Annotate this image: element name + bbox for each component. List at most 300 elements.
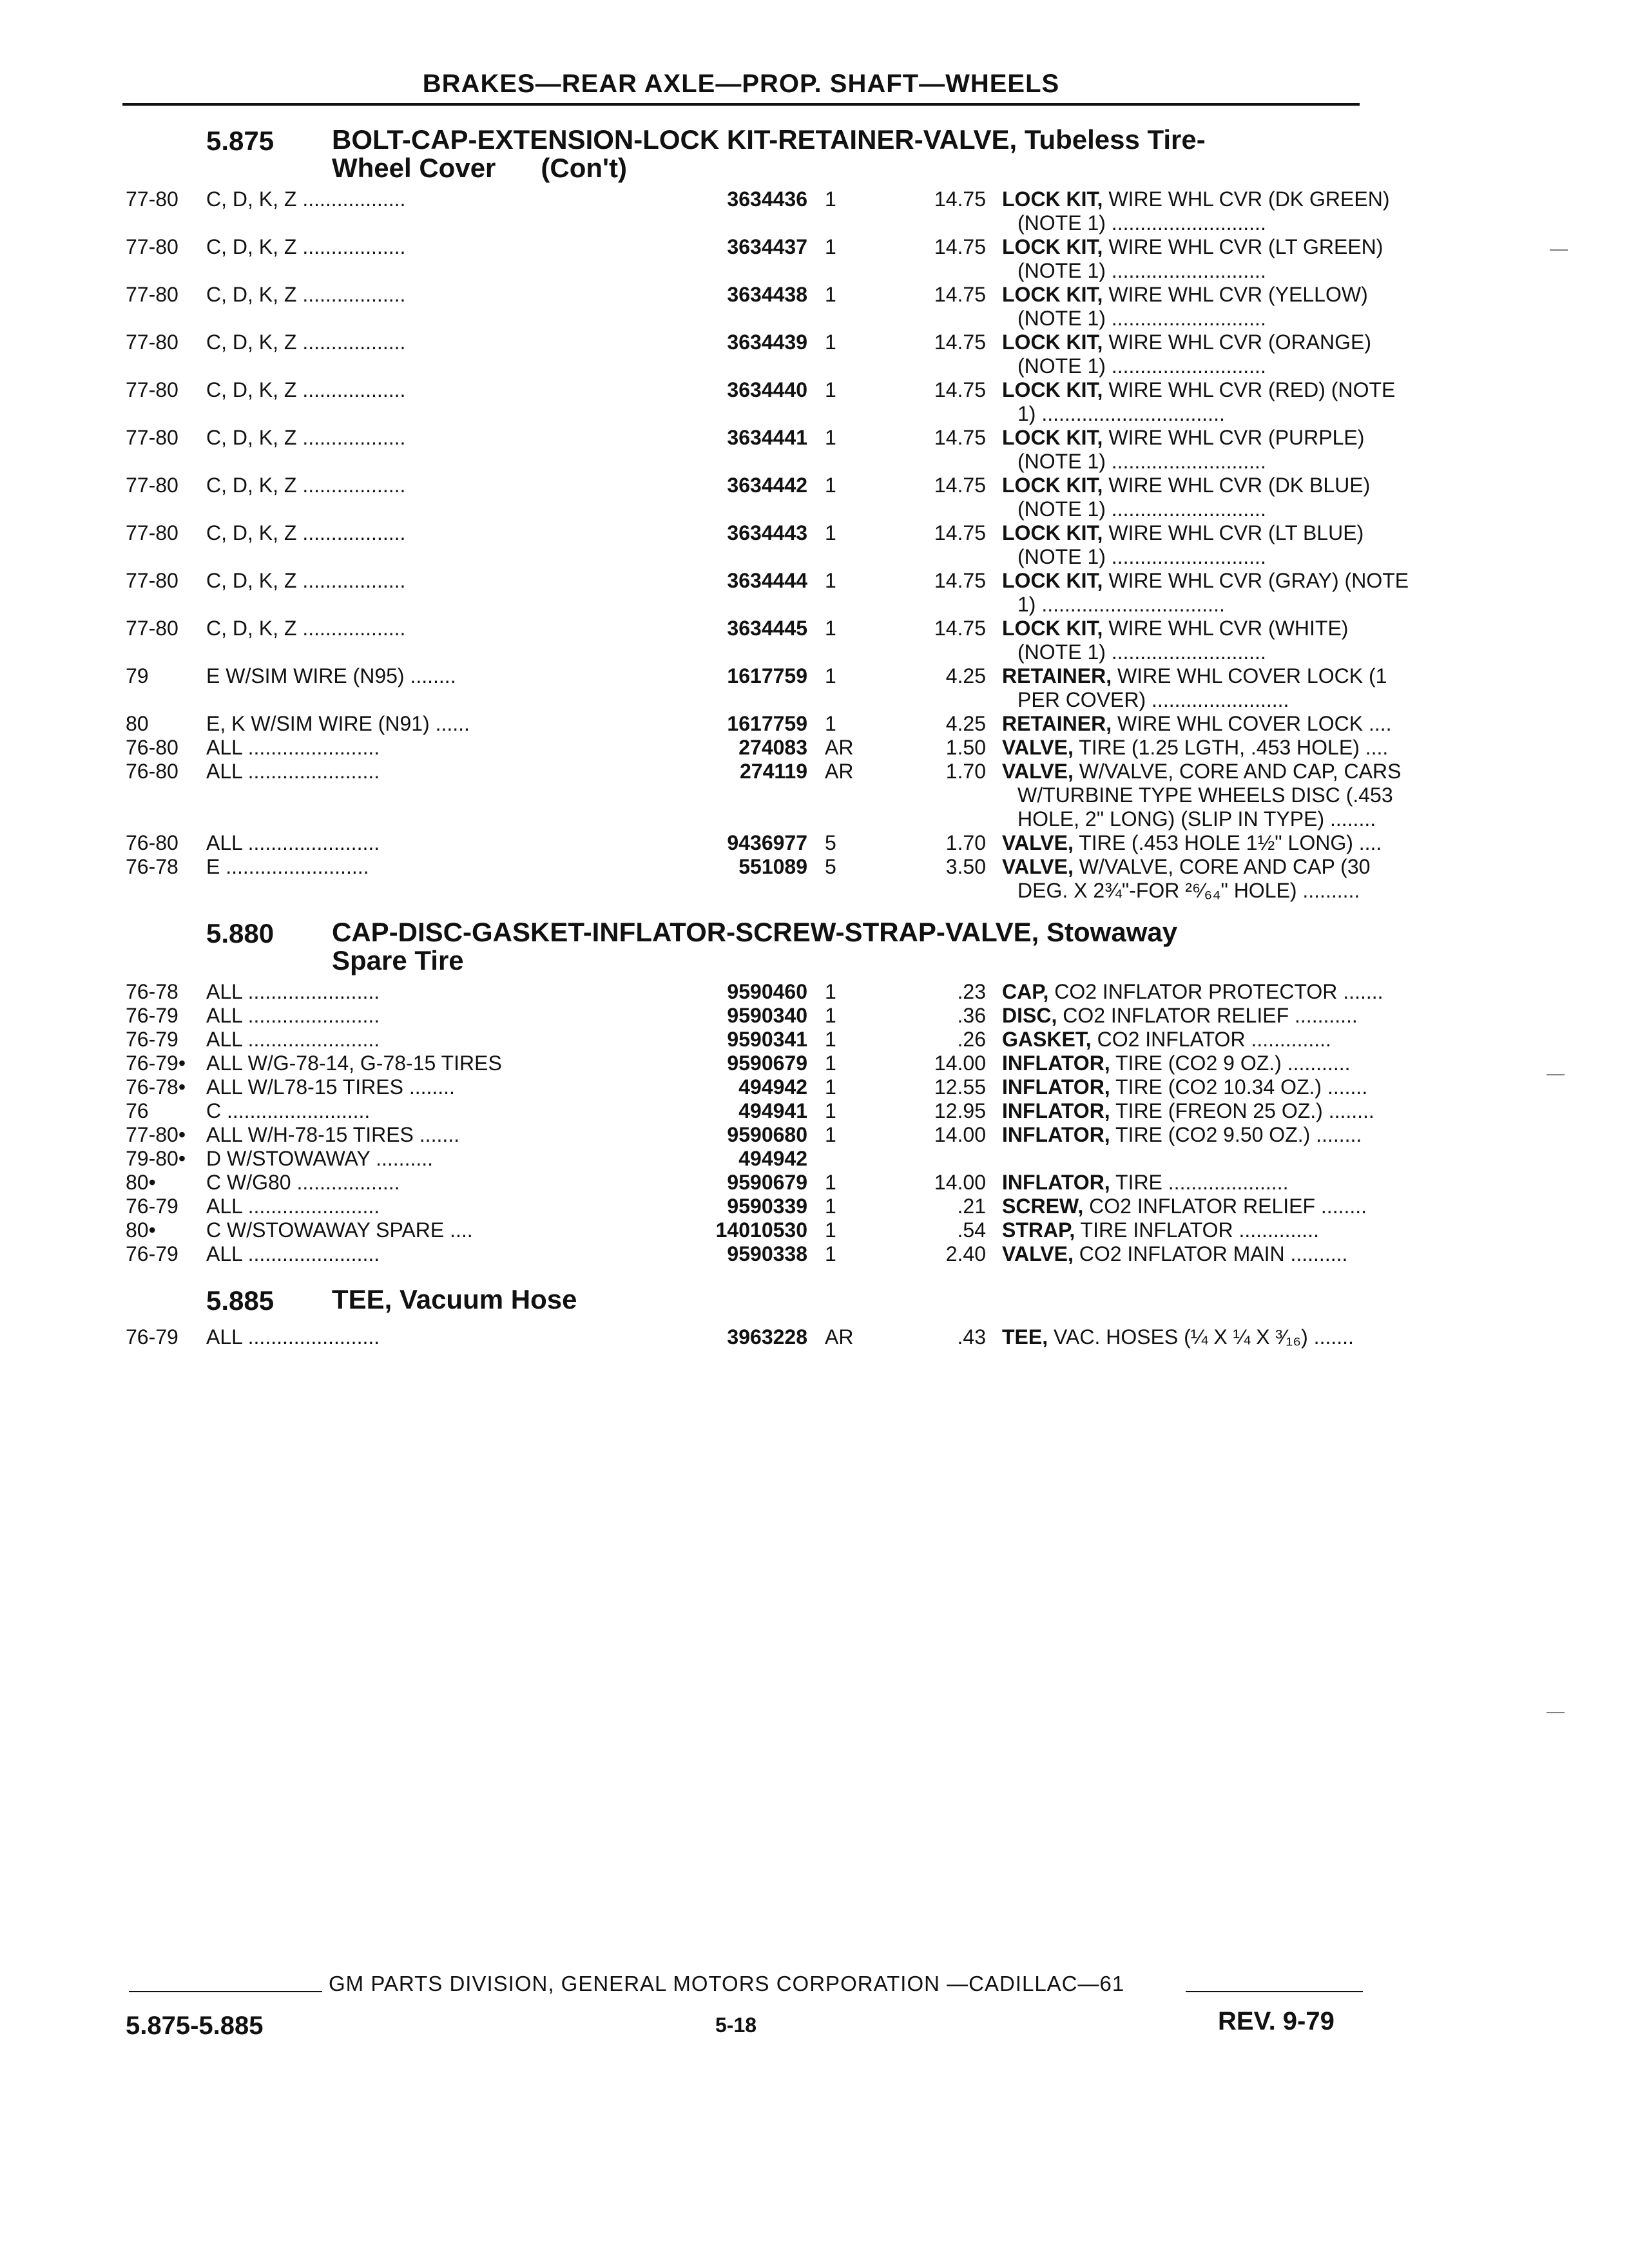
quantity-cell: 1	[825, 1075, 836, 1099]
part-name: RETAINER,	[1002, 712, 1112, 735]
price-cell: 14.75	[934, 474, 986, 497]
part-name: LOCK KIT,	[1002, 331, 1103, 354]
table-row	[126, 1325, 1363, 1349]
year-cell: 76-78	[126, 855, 178, 878]
quantity-cell: 1	[825, 1171, 836, 1194]
description-line: TIRE (CO2 9 OZ.) ...........	[1110, 1052, 1351, 1075]
part-name: CAP,	[1002, 980, 1049, 1003]
part-number-cell: 274083	[738, 736, 807, 759]
table-row	[126, 235, 1383, 283]
year-cell: 77-80	[126, 474, 178, 497]
description-continuation: (NOTE 1) ...........................	[1017, 307, 1266, 330]
section-title-line2: Wheel Cover	[332, 153, 496, 183]
description-line: TIRE INFLATOR ..............	[1075, 1218, 1319, 1242]
price-cell: .21	[957, 1195, 986, 1218]
year-cell: 79	[126, 664, 149, 687]
year-cell: 80	[126, 712, 149, 735]
table-row	[126, 760, 1402, 831]
part-name: LOCK KIT,	[1002, 187, 1103, 211]
part-name: LOCK KIT,	[1002, 569, 1103, 592]
description-line: TIRE (CO2 9.50 OZ.) ........	[1110, 1123, 1362, 1146]
year-cell: 76-78•	[126, 1075, 186, 1099]
description-continuation: (NOTE 1) ...........................	[1017, 259, 1266, 282]
section-number: 5.875	[206, 126, 275, 156]
continued-label: (Con't)	[541, 153, 627, 183]
price-cell: 12.95	[934, 1099, 986, 1122]
price-cell: 14.75	[934, 331, 986, 354]
quantity-cell: 1	[825, 1099, 836, 1122]
year-cell: 76-78	[126, 980, 178, 1003]
description-line: WIRE WHL CVR (WHITE)	[1103, 617, 1349, 640]
part-number-cell: 551089	[738, 855, 807, 878]
footer-section-range: 5.875-5.885	[126, 2012, 264, 2040]
year-cell: 76	[126, 1099, 149, 1122]
model-cell: ALL .......................	[206, 831, 380, 854]
quantity-cell: 1	[825, 1123, 836, 1146]
description-line: WIRE WHL CVR (RED) (NOTE	[1103, 378, 1396, 401]
description-continuation: (NOTE 1) ...........................	[1017, 211, 1266, 235]
description-line: WIRE WHL CVR (PURPLE)	[1103, 426, 1365, 449]
table-row	[126, 187, 1390, 235]
part-number-cell: 274119	[739, 760, 807, 783]
year-cell: 80•	[126, 1218, 156, 1242]
model-cell: C, D, K, Z ..................	[206, 617, 406, 640]
table-row	[126, 569, 1409, 617]
part-number-cell: 14010530	[715, 1218, 807, 1242]
part-number-cell: 9590679	[727, 1171, 807, 1194]
table-row	[126, 521, 1363, 569]
price-cell: 14.75	[934, 617, 986, 640]
quantity-cell: AR	[825, 1325, 854, 1349]
table-row	[126, 1218, 1363, 1242]
description-line: WIRE WHL COVER LOCK ....	[1112, 712, 1392, 735]
model-cell: ALL .......................	[206, 760, 380, 783]
description-continuation: (NOTE 1) ...........................	[1017, 545, 1266, 568]
model-cell: C, D, K, Z ..................	[206, 569, 406, 592]
table-row	[126, 617, 1363, 664]
description-cell	[1002, 521, 1498, 569]
part-number-cell: 3634436	[727, 187, 807, 211]
description-cell	[1002, 474, 1498, 521]
description-continuation: W/TURBINE TYPE WHEELS DISC (.453	[1017, 783, 1393, 807]
description-cell	[1002, 980, 1498, 1004]
description-line: WIRE WHL CVR (DK GREEN)	[1103, 187, 1390, 211]
description-line: WIRE WHL CVR (ORANGE)	[1103, 331, 1372, 354]
description-cell	[1002, 736, 1498, 760]
model-cell: C, D, K, Z ..................	[206, 378, 406, 401]
table-row	[126, 736, 1389, 760]
table-row	[126, 1075, 1368, 1099]
description-line: TIRE .....................	[1110, 1171, 1289, 1194]
footer-rule-left	[129, 1991, 322, 1992]
section-heading	[126, 126, 1363, 187]
parts-list	[126, 980, 1383, 1266]
part-number-cell: 9590341	[727, 1028, 807, 1051]
description-cell	[1002, 1325, 1498, 1349]
part-name: SCREW,	[1002, 1195, 1084, 1218]
description-line: CO2 INFLATOR PROTECTOR .......	[1048, 980, 1383, 1003]
quantity-cell: AR	[825, 760, 854, 783]
part-name: DISC,	[1002, 1004, 1057, 1027]
section-title	[332, 918, 1363, 975]
model-cell: ALL .......................	[206, 736, 380, 759]
quantity-cell: 1	[825, 235, 836, 258]
description-line: TIRE (CO2 10.34 OZ.) .......	[1110, 1075, 1368, 1099]
quantity-cell: 1	[825, 426, 836, 449]
footer-rule-right	[1186, 1991, 1363, 1992]
part-number-cell: 9590460	[727, 980, 807, 1003]
parts-list	[126, 187, 1409, 903]
table-row	[126, 1099, 1374, 1123]
description-line: W/VALVE, CORE AND CAP (30	[1073, 855, 1371, 878]
description-cell	[1002, 1028, 1498, 1052]
table-row	[126, 664, 1387, 712]
model-cell: C, D, K, Z ..................	[206, 426, 406, 449]
part-number-cell: 9590340	[727, 1004, 807, 1027]
table-row	[126, 1052, 1363, 1075]
description-line: WIRE WHL CVR (DK BLUE)	[1103, 474, 1371, 497]
description-cell	[1002, 1195, 1498, 1218]
price-cell: .54	[957, 1218, 986, 1242]
part-number-cell: 3634440	[727, 378, 807, 401]
part-number-cell: 3634443	[727, 521, 807, 544]
price-cell: 14.75	[934, 378, 986, 401]
price-cell: .26	[957, 1028, 986, 1051]
model-cell: D W/STOWAWAY ..........	[206, 1147, 434, 1170]
year-cell: 76-79•	[126, 1052, 186, 1075]
quantity-cell: 1	[825, 1242, 836, 1265]
description-line: VAC. HOSES (¼ X ¼ X ³⁄₁₆) .......	[1048, 1325, 1354, 1349]
part-name: INFLATOR,	[1002, 1052, 1110, 1075]
section-title-line1: TEE, Vacuum Hose	[332, 1284, 577, 1314]
table-row	[126, 378, 1396, 426]
year-cell: 77-80	[126, 426, 178, 449]
price-cell: 14.75	[934, 235, 986, 258]
model-cell: ALL .......................	[206, 980, 380, 1003]
price-cell: 14.00	[934, 1171, 986, 1194]
section-5-875	[126, 124, 1409, 903]
year-cell: 76-79	[126, 1004, 178, 1027]
section-number: 5.880	[206, 918, 275, 948]
price-cell: 14.75	[934, 426, 986, 449]
description-line: TIRE (1.25 LGTH, .453 HOLE) ....	[1073, 736, 1389, 759]
price-cell: 1.50	[945, 736, 986, 759]
section-title-line1: CAP-DISC-GASKET-INFLATOR-SCREW-STRAP-VALVE, Stowaway	[332, 917, 1178, 947]
part-name: RETAINER,	[1002, 664, 1112, 687]
description-cell	[1002, 1052, 1498, 1075]
model-cell: E W/SIM WIRE (N95) ........	[206, 664, 456, 687]
table-row	[126, 1195, 1367, 1218]
year-cell: 76-80	[126, 736, 178, 759]
year-cell: 77-80	[126, 569, 178, 592]
model-cell: ALL W/L78-15 TIRES ........	[206, 1075, 455, 1099]
table-row	[126, 1147, 1363, 1171]
table-row	[126, 283, 1368, 331]
part-number-cell: 3634445	[727, 617, 807, 640]
part-name: VALVE,	[1002, 1242, 1074, 1265]
quantity-cell: 1	[825, 664, 836, 687]
price-cell: .23	[957, 980, 986, 1003]
price-cell: 3.50	[945, 855, 986, 878]
quantity-cell: 1	[825, 617, 836, 640]
part-number-cell: 3634437	[727, 235, 807, 258]
price-cell: 4.25	[945, 664, 986, 687]
description-cell	[1002, 855, 1498, 903]
description-cell	[1002, 1075, 1498, 1099]
quantity-cell: 1	[825, 331, 836, 354]
model-cell: C, D, K, Z ..................	[206, 283, 406, 306]
description-continuation: (NOTE 1) ...........................	[1017, 497, 1266, 521]
quantity-cell: 1	[825, 712, 836, 735]
price-cell: 1.70	[945, 831, 986, 854]
year-cell: 77-80	[126, 521, 178, 544]
year-cell: 77-80	[126, 331, 178, 354]
year-cell: 76-80	[126, 760, 178, 783]
table-row	[126, 855, 1371, 903]
part-name: VALVE,	[1002, 831, 1074, 854]
description-cell	[1002, 712, 1498, 736]
part-name: INFLATOR,	[1002, 1075, 1110, 1099]
model-cell: C, D, K, Z ..................	[206, 331, 406, 354]
part-number-cell: 3963228	[727, 1325, 807, 1349]
price-cell: 14.75	[934, 187, 986, 211]
table-row	[126, 980, 1383, 1004]
price-cell: 2.40	[945, 1242, 986, 1265]
year-cell: 76-79	[126, 1325, 178, 1349]
header-rule	[122, 103, 1360, 106]
description-cell	[1002, 235, 1498, 283]
part-number-cell: 494941	[738, 1099, 807, 1122]
description-line: CO2 INFLATOR RELIEF ...........	[1057, 1004, 1358, 1027]
price-cell: 4.25	[945, 712, 986, 735]
footer-publisher: GM PARTS DIVISION, GENERAL MOTORS CORPORATION —CADILLAC—61	[329, 1972, 1125, 1995]
section-heading	[126, 918, 1363, 980]
part-number-cell: 9590679	[727, 1052, 807, 1075]
part-number-cell: 3634438	[727, 283, 807, 306]
description-line: WIRE WHL CVR (LT GREEN)	[1103, 235, 1383, 258]
description-cell	[1002, 1242, 1498, 1266]
price-cell: .36	[957, 1004, 986, 1027]
part-name: GASKET,	[1002, 1028, 1092, 1051]
part-name: LOCK KIT,	[1002, 426, 1103, 449]
price-cell: 14.75	[934, 283, 986, 306]
quantity-cell: 1	[825, 283, 836, 306]
quantity-cell: 1	[825, 187, 836, 211]
table-row	[126, 712, 1392, 736]
table-row	[126, 474, 1371, 521]
quantity-cell: 1	[825, 569, 836, 592]
part-number-cell: 1617759	[727, 664, 807, 687]
description-line: CO2 INFLATOR ..............	[1091, 1028, 1331, 1051]
quantity-cell: AR	[825, 736, 854, 759]
quantity-cell: 5	[825, 855, 836, 878]
table-row	[126, 426, 1363, 474]
section-5-885	[126, 1285, 1363, 1349]
description-cell	[1002, 378, 1498, 426]
part-name: VALVE,	[1002, 760, 1074, 783]
year-cell: 76-80	[126, 831, 178, 854]
quantity-cell: 1	[825, 1218, 836, 1242]
part-number-cell: 494942	[738, 1147, 807, 1170]
part-name: INFLATOR,	[1002, 1123, 1110, 1146]
model-cell: C .........................	[206, 1099, 371, 1122]
part-name: INFLATOR,	[1002, 1099, 1110, 1122]
description-line: WIRE WHL CVR (YELLOW)	[1103, 283, 1368, 306]
part-number-cell: 1617759	[727, 712, 807, 735]
description-cell	[1002, 617, 1498, 664]
quantity-cell: 1	[825, 1195, 836, 1218]
description-cell	[1002, 1004, 1498, 1028]
year-cell: 76-79	[126, 1028, 178, 1051]
section-number: 5.885	[206, 1285, 275, 1316]
part-number-cell: 3634439	[727, 331, 807, 354]
model-cell: C W/G80 ..................	[206, 1171, 400, 1194]
quantity-cell: 5	[825, 831, 836, 854]
description-line: TIRE (.453 HOLE 1½" LONG) ....	[1073, 831, 1382, 854]
part-name: STRAP,	[1002, 1218, 1075, 1242]
part-name: LOCK KIT,	[1002, 521, 1103, 544]
description-continuation: (NOTE 1) ...........................	[1017, 354, 1266, 378]
page-header-title: BRAKES—REAR AXLE—PROP. SHAFT—WHEELS	[422, 70, 1060, 98]
price-cell: 14.00	[934, 1123, 986, 1146]
model-cell: E .........................	[206, 855, 369, 878]
description-continuation: DEG. X 2¾"-FOR ²⁶⁄₆₄" HOLE) ..........	[1017, 879, 1360, 902]
description-line: TIRE (FREON 25 OZ.) ........	[1110, 1099, 1374, 1122]
model-cell: ALL .......................	[206, 1242, 380, 1265]
section-title	[332, 1285, 1363, 1314]
description-cell	[1002, 283, 1498, 331]
price-cell: 12.55	[934, 1075, 986, 1099]
table-row	[126, 1028, 1363, 1052]
description-cell	[1002, 426, 1498, 474]
model-cell: ALL .......................	[206, 1325, 380, 1349]
part-name: INFLATOR,	[1002, 1171, 1110, 1194]
section-heading	[126, 1285, 1363, 1325]
quantity-cell: 1	[825, 521, 836, 544]
year-cell: 79-80•	[126, 1147, 186, 1170]
part-number-cell: 9590338	[727, 1242, 807, 1265]
model-cell: C, D, K, Z ..................	[206, 474, 406, 497]
year-cell: 80•	[126, 1171, 156, 1194]
part-name: VALVE,	[1002, 736, 1074, 759]
table-row	[126, 1171, 1363, 1195]
model-cell: C, D, K, Z ..................	[206, 521, 406, 544]
year-cell: 76-79	[126, 1195, 178, 1218]
part-name: LOCK KIT,	[1002, 378, 1103, 401]
part-name: LOCK KIT,	[1002, 474, 1103, 497]
description-cell	[1002, 1123, 1498, 1147]
description-cell	[1002, 331, 1498, 378]
model-cell: C, D, K, Z ..................	[206, 187, 406, 211]
description-continuation: HOLE, 2" LONG) (SLIP IN TYPE) ........	[1017, 807, 1376, 831]
description-cell	[1002, 664, 1498, 712]
part-name: LOCK KIT,	[1002, 617, 1103, 640]
model-cell: C, D, K, Z ..................	[206, 235, 406, 258]
section-title	[332, 126, 1363, 182]
year-cell: 77-80	[126, 378, 178, 401]
quantity-cell: 1	[825, 1004, 836, 1027]
margin-mark: —	[1547, 1701, 1565, 1721]
description-continuation: 1) ................................	[1017, 402, 1225, 425]
part-number-cell: 3634441	[727, 426, 807, 449]
model-cell: ALL .......................	[206, 1028, 380, 1051]
description-cell	[1002, 569, 1498, 617]
table-row	[126, 831, 1382, 855]
part-number-cell: 3634444	[727, 569, 807, 592]
model-cell: ALL .......................	[206, 1195, 380, 1218]
part-number-cell: 9590339	[727, 1195, 807, 1218]
price-cell: 14.75	[934, 569, 986, 592]
description-cell	[1002, 760, 1498, 831]
parts-list	[126, 1325, 1363, 1349]
quantity-cell: 1	[825, 474, 836, 497]
description-line: W/VALVE, CORE AND CAP, CARS	[1073, 760, 1402, 783]
footer-page-number: 5-18	[715, 2013, 757, 2037]
table-row	[126, 1123, 1363, 1147]
model-cell: ALL W/G-78-14, G-78-15 TIRES	[206, 1052, 502, 1075]
footer-revision: REV. 9-79	[1218, 2007, 1335, 2035]
year-cell: 77-80	[126, 235, 178, 258]
price-cell: .43	[957, 1325, 986, 1349]
model-cell: ALL W/H-78-15 TIRES .......	[206, 1123, 460, 1146]
part-number-cell: 3634442	[727, 474, 807, 497]
quantity-cell: 1	[825, 1052, 836, 1075]
model-cell: E, K W/SIM WIRE (N91) ......	[206, 712, 470, 735]
quantity-cell: 1	[825, 980, 836, 1003]
quantity-cell: 1	[825, 1028, 836, 1051]
year-cell: 77-80	[126, 617, 178, 640]
year-cell: 77-80•	[126, 1123, 186, 1146]
description-cell	[1002, 831, 1498, 855]
margin-mark: —	[1547, 1063, 1565, 1083]
part-name: LOCK KIT,	[1002, 283, 1103, 306]
part-number-cell: 494942	[738, 1075, 807, 1099]
year-cell: 77-80	[126, 283, 178, 306]
model-cell: C W/STOWAWAY SPARE ....	[206, 1218, 473, 1242]
description-line: CO2 INFLATOR MAIN ..........	[1073, 1242, 1348, 1265]
description-line: WIRE WHL COVER LOCK (1	[1112, 664, 1387, 687]
section-5-880	[126, 917, 1383, 1266]
year-cell: 76-79	[126, 1242, 178, 1265]
price-cell: 14.75	[934, 521, 986, 544]
part-number-cell: 9590680	[727, 1123, 807, 1146]
table-row	[126, 1004, 1363, 1028]
description-cell	[1002, 1099, 1498, 1123]
margin-mark: —	[1550, 238, 1568, 258]
table-row	[126, 331, 1372, 378]
year-cell: 77-80	[126, 187, 178, 211]
description-cell	[1002, 187, 1498, 235]
description-continuation: (NOTE 1) ...........................	[1017, 640, 1266, 664]
description-line: CO2 INFLATOR RELIEF ........	[1083, 1195, 1367, 1218]
part-name: TEE,	[1002, 1325, 1048, 1349]
price-cell: 14.00	[934, 1052, 986, 1075]
table-row	[126, 1242, 1363, 1266]
description-line: WIRE WHL CVR (LT BLUE)	[1103, 521, 1364, 544]
quantity-cell: 1	[825, 378, 836, 401]
model-cell: ALL .......................	[206, 1004, 380, 1027]
description-cell	[1002, 1171, 1498, 1195]
description-line: WIRE WHL CVR (GRAY) (NOTE	[1103, 569, 1409, 592]
description-continuation: (NOTE 1) ...........................	[1017, 450, 1266, 473]
description-cell	[1002, 1218, 1498, 1242]
part-number-cell: 9436977	[727, 831, 807, 854]
price-cell: 1.70	[945, 760, 986, 783]
section-title-line1: BOLT-CAP-EXTENSION-LOCK KIT-RETAINER-VALVE, Tubeless Tire-	[332, 124, 1206, 155]
description-continuation: 1) ................................	[1017, 593, 1225, 616]
part-name: VALVE,	[1002, 855, 1074, 878]
part-name: LOCK KIT,	[1002, 235, 1103, 258]
